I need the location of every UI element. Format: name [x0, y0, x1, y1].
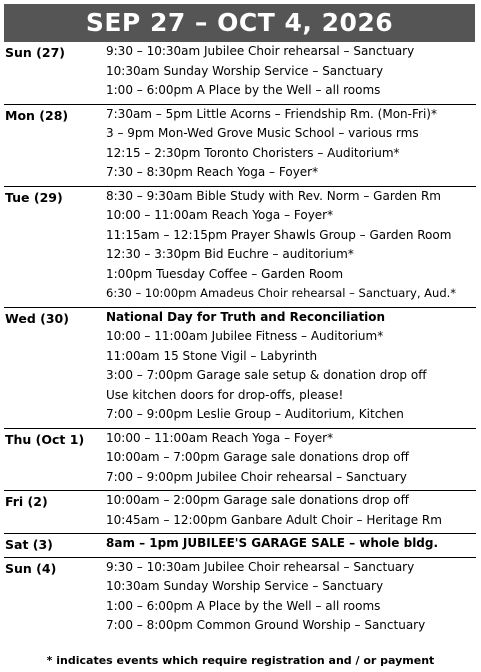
event-item: 8:30 – 9:30am Bible Study with Rev. Norm – Garden Rm: [106, 188, 441, 203]
event-item: 10:30am Sunday Worship Service – Sanctuary: [106, 579, 384, 593]
event-item: 9:30 – 10:30am Jubilee Choir rehearsal – Sanctuary: [106, 44, 415, 58]
event-item: 10:00am – 2:00pm Garage sale donations drop off: [106, 493, 409, 507]
event-list: [104, 558, 476, 639]
day-label: Wed (30): [5, 310, 69, 326]
event-item-garage-sale: 8am – 1pm JUBILEE'S GARAGE SALE – whole bldg.: [106, 536, 439, 550]
event-item: 3:00 – 7:00pm Garage sale setup & donation drop off: [106, 368, 427, 382]
event-item: 1:00 – 6:00pm A Place by the Well – all rooms: [106, 83, 381, 97]
day-row-sun-27: [4, 42, 476, 105]
event-item: 1:00pm Tuesday Coffee – Garden Room: [106, 266, 344, 281]
day-label: Thu (Oct 1): [5, 431, 85, 447]
event-item: 3 – 9pm Mon-Wed Grove Music School – various rms: [106, 126, 419, 140]
day-row-sat-3: [4, 534, 476, 558]
day-row-thu-oct-1: [4, 429, 476, 492]
event-item: 11:00am 15 Stone Vigil – Labyrinth: [106, 348, 318, 363]
day-row-mon-28: [4, 105, 476, 187]
event-item: 1:00 – 6:00pm A Place by the Well – all rooms: [106, 598, 381, 613]
event-item: 7:00 – 9:00pm Leslie Group – Auditorium, Kitchen: [106, 407, 404, 421]
event-item: Use kitchen doors for drop-offs, please!: [106, 387, 344, 402]
event-list: [104, 491, 476, 533]
registration-footnote: * indicates events which require registration and / or payment: [46, 654, 435, 667]
event-item: 11:15am – 12:15pm Prayer Shawls Group – Garden Room: [106, 227, 452, 242]
event-list: [104, 308, 476, 428]
day-label: Mon (28): [5, 107, 69, 123]
event-item: 10:00 – 11:00am Jubilee Fitness – Auditorium*: [106, 329, 384, 343]
schedule-table: [4, 42, 476, 639]
event-item: 10:00am – 7:00pm Garage sale donations drop off: [106, 450, 409, 464]
day-label: Tue (29): [5, 189, 63, 205]
event-item: 10:45am – 12:00pm Ganbare Adult Choir – Heritage Rm: [106, 512, 442, 527]
event-list: [104, 429, 476, 491]
event-item: 7:30 – 8:30pm Reach Yoga – Foyer*: [106, 165, 319, 179]
day-label: Fri (2): [5, 494, 48, 509]
event-item: 7:00 – 9:00pm Jubilee Choir rehearsal – Sanctuary: [106, 469, 407, 484]
day-row-wed-30: [4, 308, 476, 429]
page-title: SEP 27 – OCT 4, 2026: [4, 4, 475, 42]
event-item-holiday: National Day for Truth and Reconciliation: [106, 309, 386, 324]
day-label: Sun (27): [5, 45, 65, 60]
event-item: 12:30 – 3:30pm Bid Euchre – auditorium*: [106, 247, 354, 261]
event-item: 9:30 – 10:30am Jubilee Choir rehearsal – Sanctuary: [106, 559, 415, 574]
event-list: [104, 105, 476, 186]
day-row-sun-4: [4, 558, 476, 639]
event-item: 7:30am – 5pm Little Acorns – Friendship Rm. (Mon-Fri)*: [106, 106, 437, 121]
event-item: 6:30 – 10:00pm Amadeus Choir rehearsal – Sanctuary, Aud.*: [106, 286, 457, 300]
event-list: [104, 187, 476, 307]
day-label: Sat (3): [5, 537, 53, 552]
event-item: 12:15 – 2:30pm Toronto Choristers – Auditorium*: [106, 145, 400, 160]
event-list: [104, 534, 476, 557]
event-item: 10:30am Sunday Worship Service – Sanctuary: [106, 63, 384, 78]
day-row-fri-2: [4, 491, 476, 534]
event-item: 10:00 – 11:00am Reach Yoga – Foyer*: [106, 208, 334, 222]
event-item: 10:00 – 11:00am Reach Yoga – Foyer*: [106, 430, 334, 445]
day-row-tue-29: [4, 187, 476, 308]
event-list: [104, 42, 476, 104]
event-item: 7:00 – 8:00pm Common Ground Worship – Sanctuary: [106, 618, 426, 632]
day-label: Sun (4): [5, 560, 57, 576]
